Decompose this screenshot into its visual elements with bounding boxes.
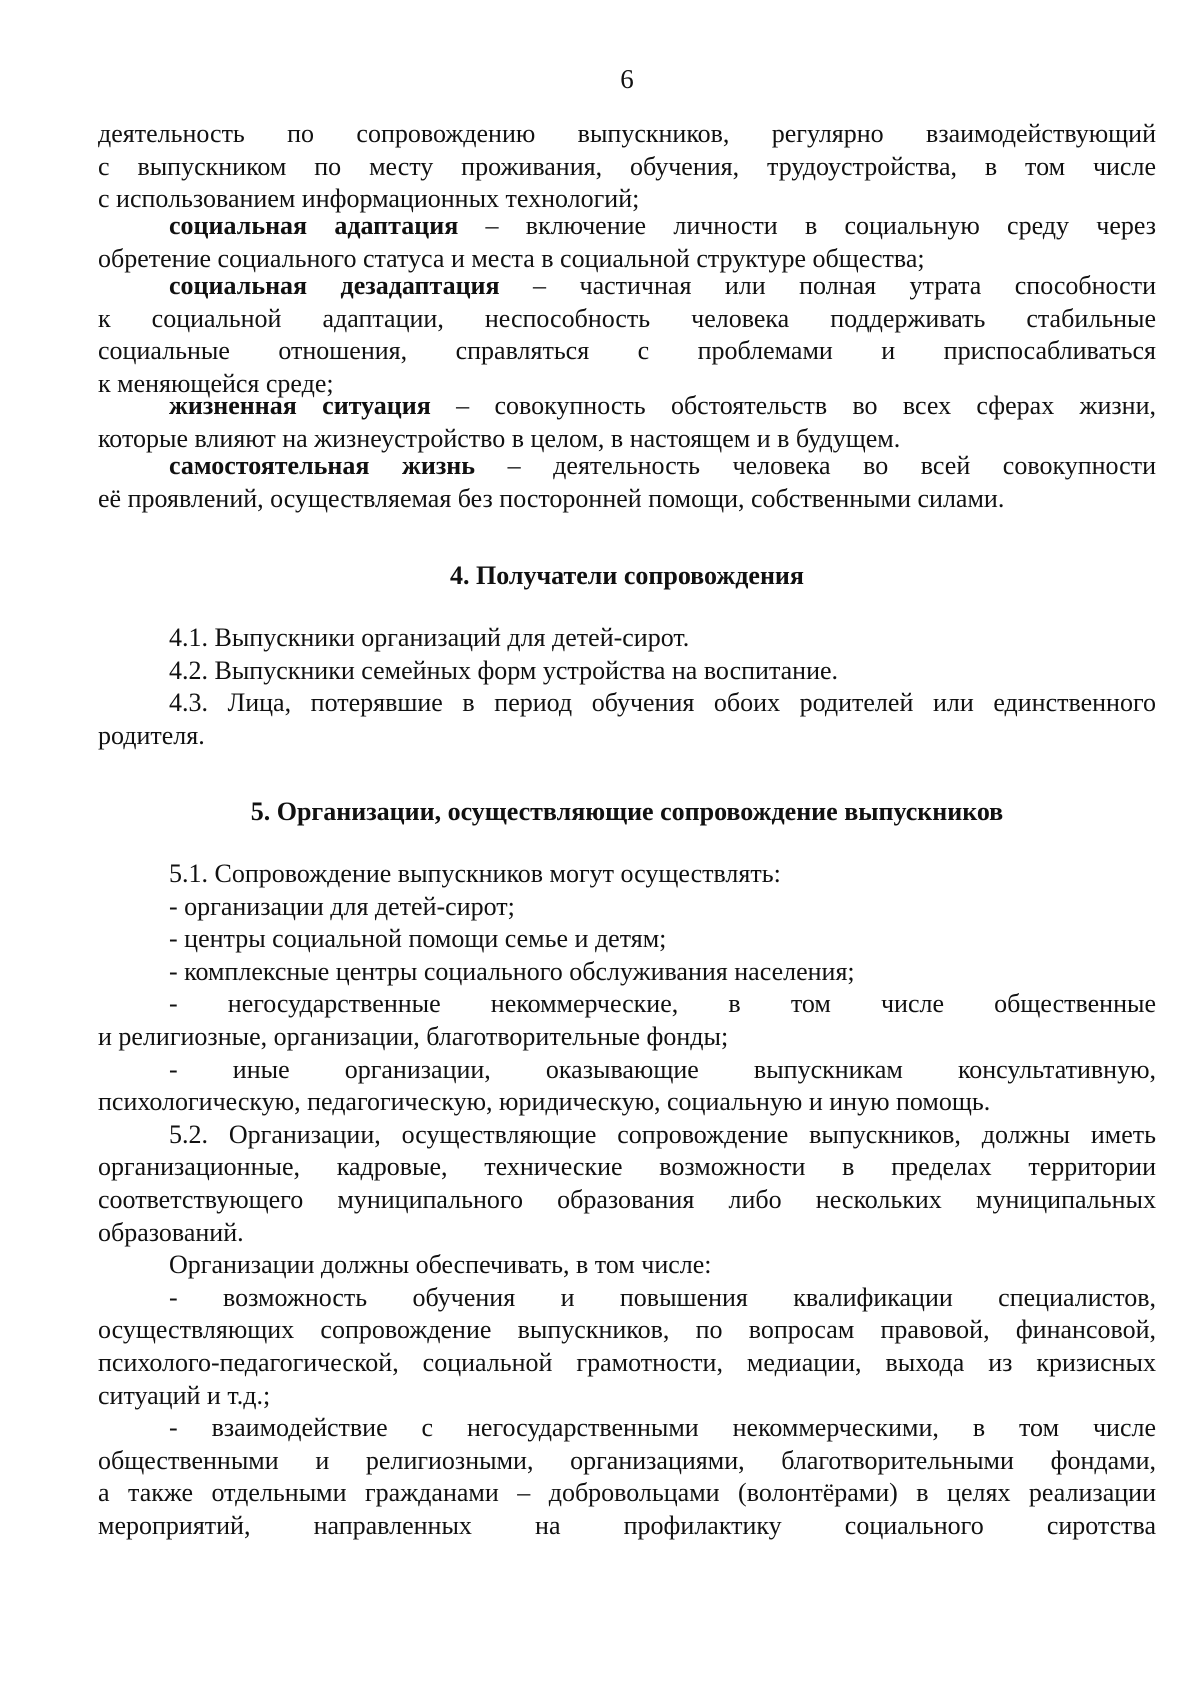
intro-line: с выпускником по месту проживания, обучения, трудоустройства, в том числе <box>98 151 1156 181</box>
obligation-item: - возможность обучения и повышения квалификации специалистов, <box>169 1282 1156 1312</box>
definition-term: жизненная ситуация <box>169 391 431 420</box>
bullet-item: - негосударственные некоммерческие, в том числе общественные <box>169 989 1156 1019</box>
definition-term: социальная дезадаптация <box>169 271 500 300</box>
section-5-body <box>98 858 1156 1542</box>
definition-social-adaptation <box>98 210 1156 275</box>
definition-text: – деятельность человека во всей совокупности <box>475 451 1156 480</box>
definition-text: – частичная или полная утрата способности <box>499 271 1156 300</box>
list-item: 4.1. Выпускники организаций для детей-сирот. <box>169 623 690 652</box>
section-5-heading: 5. Организации, осуществляющие сопровождение выпускников <box>250 797 1004 826</box>
definition-line: к социальной адаптации, неспособность человека поддерживать стабильные <box>98 303 1156 333</box>
bullet-continuation: и религиозные, организации, благотворительные фонды; <box>98 1021 729 1051</box>
definition-first-line <box>98 390 1156 423</box>
paragraph-5-2-line: образований. <box>98 1217 244 1247</box>
list-item-continuation: родителя. <box>98 720 205 750</box>
paragraph-5-2-line: организационные, кадровые, технические возможности в пределах территории <box>98 1152 1156 1182</box>
paragraph-5-1: 5.1. Сопровождение выпускников могут осуществлять: <box>169 859 781 888</box>
definition-first-line <box>98 450 1156 483</box>
obligation-item: - взаимодействие с негосударственными некоммерческими, в том числе <box>169 1413 1156 1443</box>
obligation-continuation: общественными и религиозными, организациями, благотворительными фондами, <box>98 1445 1156 1475</box>
definition-line: социальные отношения, справляться с проблемами и приспосабливаться <box>98 336 1156 366</box>
definition-term: самостоятельная жизнь <box>169 451 476 480</box>
definition-life-situation <box>98 390 1156 455</box>
definition-text: – совокупность обстоятельств во всех сферах жизни, <box>430 391 1157 420</box>
definition-term: социальная адаптация <box>169 211 459 240</box>
obligation-continuation: осуществляющих сопровождение выпускников, по вопросам правовой, финансовой, <box>98 1315 1156 1345</box>
intro-line: деятельность по сопровождению выпускников, регулярно взаимодействующий <box>98 119 1156 148</box>
obligation-continuation: психолого-педагогической, социальной грамотности, медиации, выхода из кризисных <box>98 1347 1156 1377</box>
bullet-item: - организации для детей-сирот; <box>169 891 515 921</box>
list-item: 4.2. Выпускники семейных форм устройства на воспитание. <box>169 655 839 685</box>
definition-line: обретение социального статуса и места в социальной структуре общества; <box>98 243 925 273</box>
definition-first-line <box>98 270 1156 303</box>
paragraph-5-2: 5.2. Организации, осуществляющие сопровождение выпускников, должны иметь <box>169 1119 1156 1149</box>
bullet-item: - центры социальной помощи семье и детям; <box>169 924 667 954</box>
definition-social-disadaptation <box>98 270 1156 400</box>
bullet-item: - иные организации, оказывающие выпускникам консультативную, <box>169 1054 1156 1084</box>
definition-first-line <box>98 210 1156 243</box>
definition-line: её проявлений, осуществляемая без посторонней помощи, собственными силами. <box>98 483 1005 513</box>
obligation-continuation: ситуаций и т.д.; <box>98 1380 271 1410</box>
bullet-item: - комплексные центры социального обслуживания населения; <box>169 956 855 986</box>
definition-independent-life <box>98 450 1156 515</box>
section-4-heading: 4. Получатели сопровождения <box>450 561 804 590</box>
page-number: 6 <box>620 64 634 94</box>
organizations-intro: Организации должны обеспечивать, в том числе: <box>169 1250 712 1280</box>
paragraph-5-2-line: соответствующего муниципального образования либо нескольких муниципальных <box>98 1184 1156 1214</box>
obligation-continuation: а также отдельными гражданами – добровольцами (волонтёрами) в целях реализации <box>98 1478 1156 1508</box>
definition-line: которые влияют на жизнеустройство в целом, в настоящем и в будущем. <box>98 423 901 453</box>
intro-line: с использованием информационных технологий; <box>98 184 640 214</box>
definition-line: к меняющейся среде; <box>98 368 334 398</box>
section-4-items <box>98 622 1156 752</box>
list-item: 4.3. Лица, потерявшие в период обучения обоих родителей или единственного <box>169 688 1156 718</box>
definition-text: – включение личности в социальную среду через <box>458 211 1156 240</box>
obligation-continuation: мероприятий, направленных на профилактику социального сиротства <box>98 1510 1156 1540</box>
intro-paragraph <box>98 118 1156 216</box>
bullet-continuation: психологическую, педагогическую, юридическую, социальную и иную помощь. <box>98 1087 991 1117</box>
